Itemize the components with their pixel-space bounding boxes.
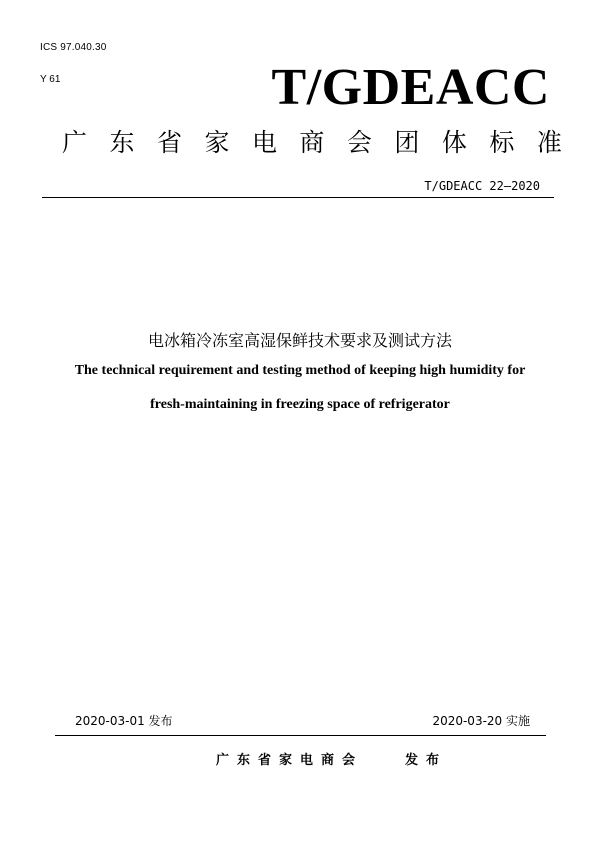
org-title-char: 准	[536, 128, 562, 157]
org-title-char: 体	[441, 128, 467, 157]
implementation-date: 2020-03-20 实施	[432, 714, 530, 728]
org-title-char: 省	[156, 128, 182, 157]
ics-code: ICS 97.040.30	[40, 42, 107, 53]
standard-number: T/GDEACC 22—2020	[424, 179, 540, 193]
title-english-line-1: The technical requirement and testing method of keeping high humidity for	[74, 363, 526, 378]
standard-logo: T/GDEACC	[271, 59, 550, 116]
org-title-char: 标	[489, 128, 515, 157]
org-title-char: 家	[204, 128, 230, 157]
published-label: 发布	[405, 753, 448, 768]
org-title-char: 团	[394, 128, 420, 157]
org-title-char: 会	[346, 128, 372, 157]
ccs-code: Y 61	[40, 74, 61, 85]
org-title-char: 商	[299, 128, 325, 157]
header-divider	[42, 197, 554, 198]
org-title-char: 广	[62, 128, 88, 157]
title-chinese: 电冰箱冷冻室高湿保鲜技术要求及测试方法	[147, 331, 452, 350]
org-title-char: 东	[109, 128, 135, 157]
org-title-char: 电	[251, 128, 277, 157]
footer-divider	[55, 735, 546, 736]
org-standard-title	[62, 127, 562, 159]
publisher-name: 广东省家电商会	[216, 753, 364, 768]
issue-date: 2020-03-01 发布	[75, 714, 173, 728]
title-english-line-2: fresh-maintaining in freezing space of refrigerator	[150, 397, 450, 412]
